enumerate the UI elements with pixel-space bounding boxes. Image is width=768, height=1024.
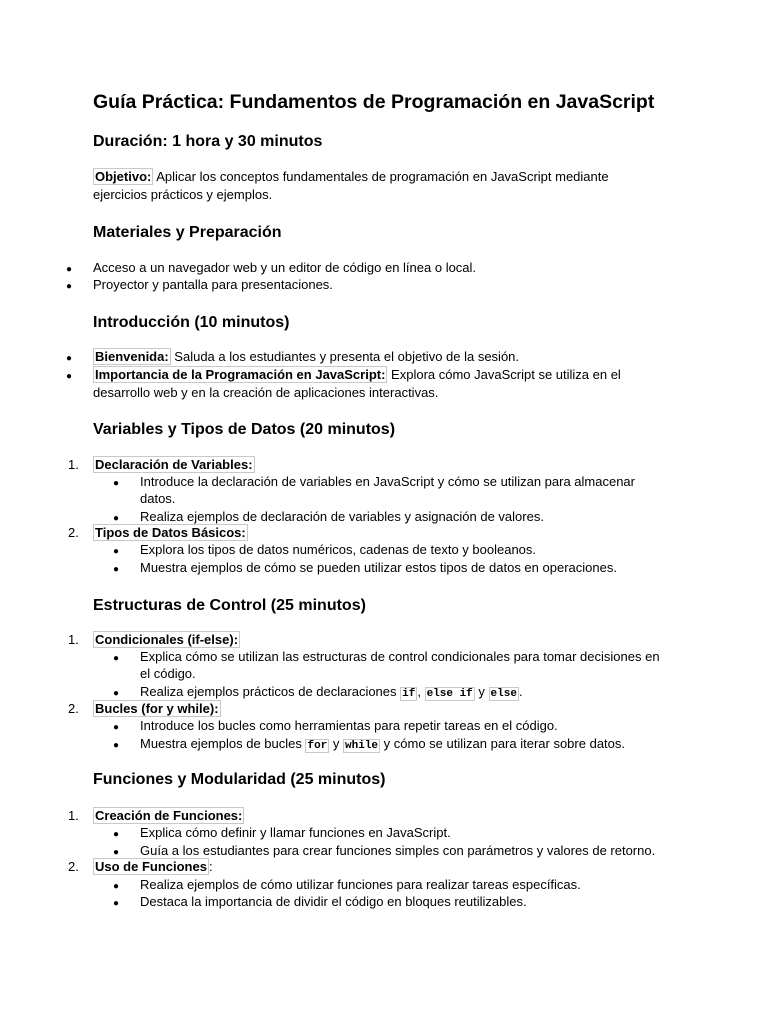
code-while: while [345,740,379,752]
list-item: ● Importancia de la Programación en JavaScript: Explora cómo JavaScript se utiliza en el [66,366,621,385]
list-item: ● Explora los tipos de datos numéricos, cadenas de texto y booleanos. [113,541,536,560]
bullet-icon: ● [113,513,120,524]
bullet-icon: ● [113,688,120,699]
numbered-item: 2. Bucles (for y while): [68,701,219,716]
numbered-item: 1. Declaración de Variables: [68,457,253,472]
bullet-icon: ● [113,829,120,840]
list-item-continuation: desarrollo web y en la creación de aplicaciones interactivas. [93,385,439,400]
materials-heading: Materiales y Preparación [93,224,282,241]
list-item: ● Guía a los estudiantes para crear funciones simples con parámetros y valores de retorno. [113,842,655,861]
bullet-icon: ● [113,740,120,751]
page-title: Guía Práctica: Fundamentos de Programación en JavaScript [93,91,655,113]
functions-heading: Funciones y Modularidad (25 minutos) [93,771,386,788]
bullet-icon: ● [66,281,73,292]
bullet-icon: ● [113,847,120,858]
list-item-continuation: el código. [140,666,196,681]
numbered-item: 2. Uso de Funciones : [68,859,213,874]
numbered-item: 2. Tipos de Datos Básicos: [68,525,246,540]
code-if: if [402,688,416,700]
objective-text: Aplicar los conceptos fundamentales de programación en JavaScript mediante [153,169,609,184]
list-item-continuation: datos. [140,491,176,506]
numbered-item: 1. Condicionales (if-else): [68,632,239,647]
numbered-item: 1. Creación de Funciones: [68,808,243,823]
control-heading: Estructuras de Control (25 minutos) [93,597,366,614]
objective-label: Objetivo: [95,169,152,184]
list-item: ● Realiza ejemplos de cómo utilizar funciones para realizar tareas específicas. [113,876,581,895]
bullet-icon: ● [113,722,120,733]
bullet-icon: ● [113,564,120,575]
bullet-icon: ● [113,546,120,557]
variables-heading: Variables y Tipos de Datos (20 minutos) [93,421,396,438]
bullet-icon: ● [66,353,73,364]
list-item: ● Introduce la declaración de variables en JavaScript y cómo se utilizan para almacenar [113,473,635,492]
bullet-icon: ● [113,653,120,664]
bullet-icon: ● [66,371,73,382]
list-item: ● Realiza ejemplos de declaración de variables y asignación de valores. [113,508,544,527]
list-item: ● Explica cómo se utilizan las estructuras de control condicionales para tomar decisiones en [113,648,660,667]
intro-heading: Introducción (10 minutos) [93,314,290,331]
list-item: ● Bienvenida: Saluda a los estudiantes y presenta el objetivo de la sesión. [66,348,519,367]
list-item: ● Introduce los bucles como herramientas para repetir tareas en el código. [113,717,558,736]
code-else: else [490,688,517,700]
code-else-if: else if [426,688,473,700]
list-item: ● Explica cómo definir y llamar funciones en JavaScript. [113,824,451,843]
list-item: ● Destaca la importancia de dividir el código en bloques reutilizables. [113,893,527,912]
bullet-icon: ● [113,478,120,489]
bullet-icon: ● [113,881,120,892]
list-item: ● Realiza ejemplos prácticos de declaraciones if , else if y else . [113,684,523,700]
list-item: ● Muestra ejemplos de bucles for y while y cómo se utilizan para iterar sobre datos. [113,736,625,752]
list-item: ● Acceso a un navegador web y un editor de código en línea o local. [66,259,476,278]
objective-line-2: ejercicios prácticos y ejemplos. [93,187,273,202]
bullet-icon: ● [66,264,73,275]
code-for: for [307,740,328,752]
list-item: ● Proyector y pantalla para presentaciones. [66,276,333,295]
list-item: ● Muestra ejemplos de cómo se pueden utilizar estos tipos de datos en operaciones. [113,559,617,578]
duration-heading: Duración: 1 hora y 30 minutos [93,133,323,150]
objective-line-1 [93,168,609,185]
bullet-icon: ● [113,898,120,909]
